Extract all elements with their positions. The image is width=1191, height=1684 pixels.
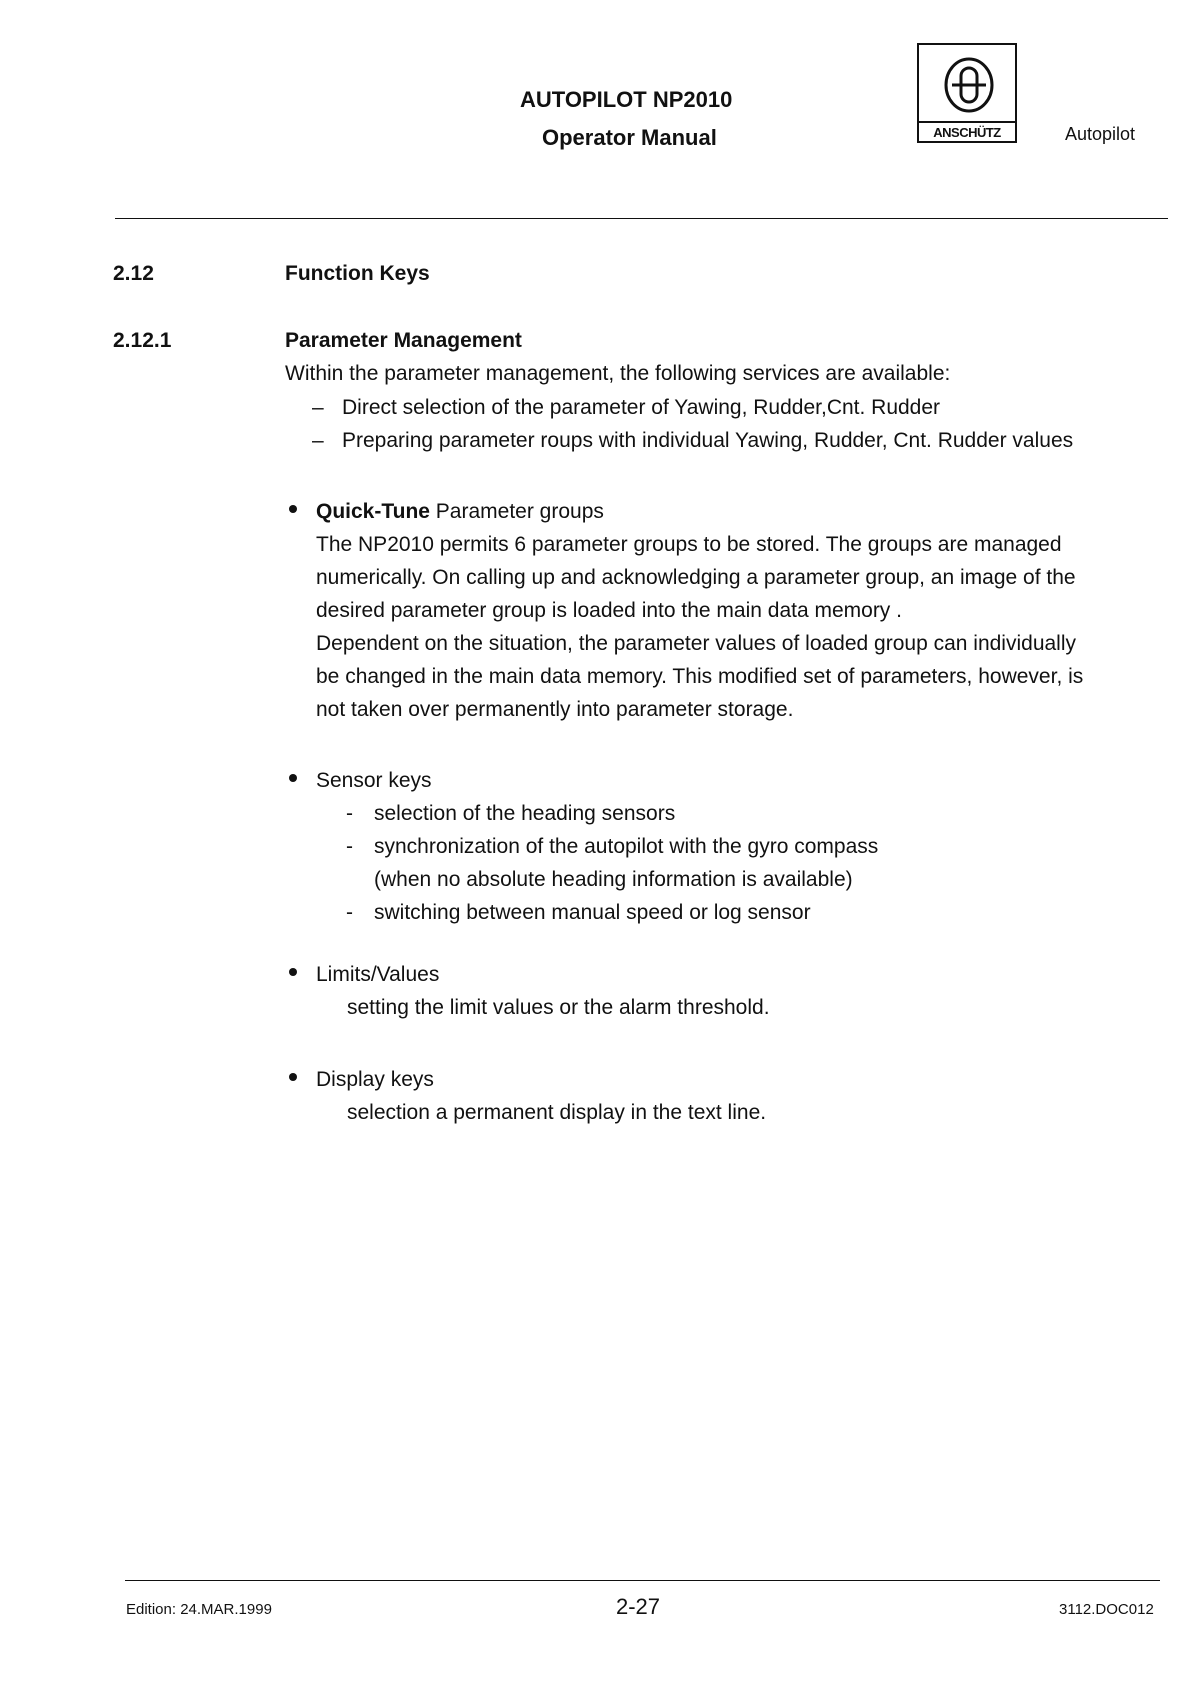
list-item: - switching between manual speed or log sensor [346,901,811,924]
quick-tune-description: The NP2010 permits 6 parameter groups to be stored. The groups are managed numerically. On calling up and acknowledging a parameter group, an image of the desired parameter group is loaded into the main data memory . Dependent on the situation, the parameter values of loaded group can individually be changed in the main data memory. This modified set of parameters, however, is not taken over permanently into parameter storage. [316,533,1084,721]
bullet-icon [289,1073,297,1081]
bullet-icon [289,774,297,782]
header-section-label: Autopilot [1065,124,1136,144]
display-keys-description: selection a permanent display in the text line. [347,1101,767,1124]
anschutz-logo [917,43,1017,143]
list-item: – Direct selection of the parameter of Yawing, Rudder,Cnt. Rudder [312,396,941,419]
list-item: – Preparing parameter roups with individual Yawing, Rudder, Cnt. Rudder values [312,429,1074,452]
list-item: - selection of the heading sensors [346,802,676,825]
display-keys-heading: Display keys [316,1068,434,1091]
limits-description: setting the limit values or the alarm threshold. [347,996,770,1019]
document-code: 3112.DOC012 [1059,1601,1154,1618]
manual-title: AUTOPILOT NP2010 [520,87,733,112]
anschutz-emblem-icon [943,55,995,115]
services-list [312,391,1073,457]
bullet-icon [289,968,297,976]
page-number: 2-27 [616,1594,661,1619]
limits-heading: Limits/Values [316,963,440,986]
section-title: Function Keys [285,262,430,285]
subsection-number: 2.12.1 [113,329,172,352]
sensor-keys-list [346,797,878,929]
list-item: - synchronization of the autopilot with the gyro compass [346,835,879,858]
footer-divider [125,1580,1160,1581]
logo-text: ANSCHÜTZ [919,121,1015,143]
subsection-title: Parameter Management [285,329,522,352]
bullet-icon [289,505,297,513]
manual-subtitle: Operator Manual [542,125,717,150]
intro-paragraph: Within the parameter management, the following services are available: [285,362,951,385]
section-number: 2.12 [113,262,154,285]
quick-tune-heading: Quick-Tune Parameter groups [316,500,604,523]
header-divider [115,218,1168,219]
list-item-continuation: (when no absolute heading information is available) [374,868,853,891]
edition-date: Edition: 24.MAR.1999 [126,1601,272,1618]
sensor-keys-heading: Sensor keys [316,769,432,792]
